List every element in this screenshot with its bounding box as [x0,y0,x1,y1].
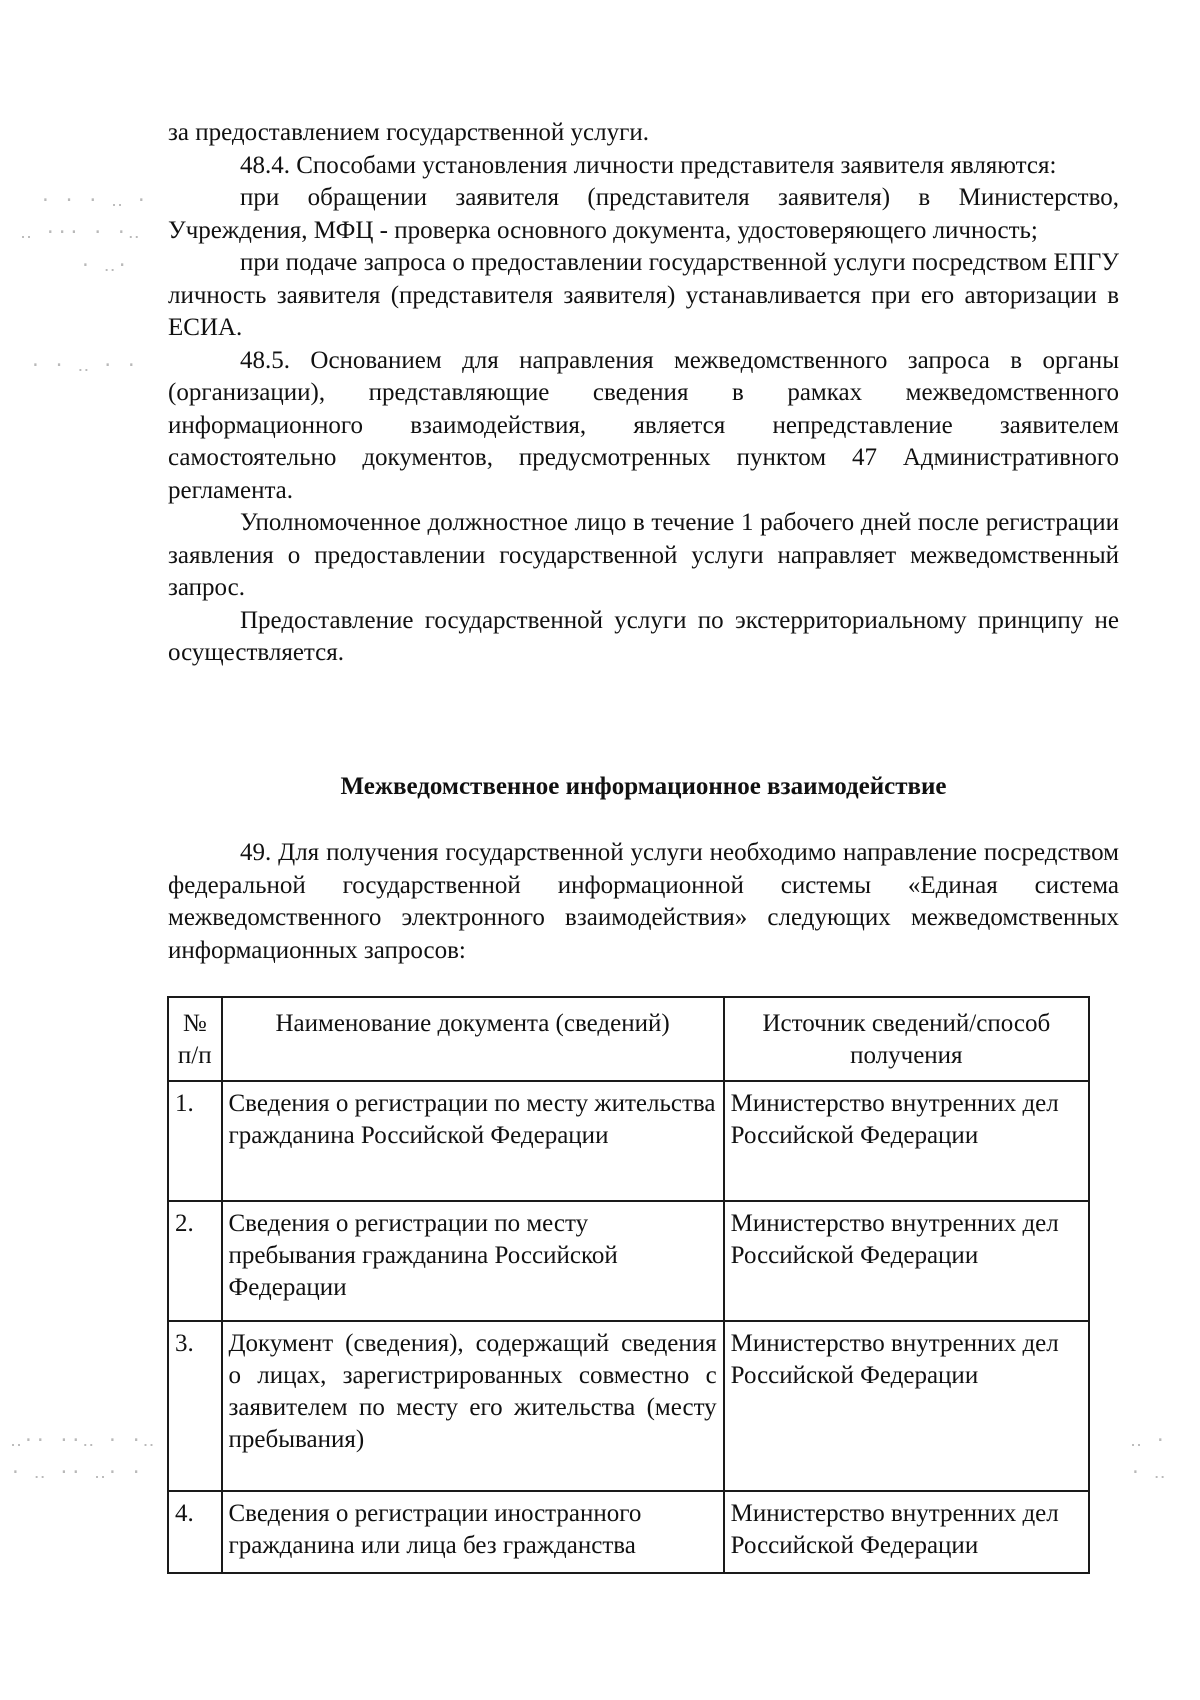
row-num: 2. [168,1201,222,1321]
paragraph: при подаче запроса о предоставлении государственной услуги посредством ЕПГУ личность заявителя (представителя заявителя) устанавливается при его авторизации в ЕСИА. [168,249,1119,341]
row-source: Министерство внутренних дел Российской Федерации [724,1201,1089,1321]
section-heading: Межведомственное информационное взаимодействие [340,773,947,800]
scan-noise: · ‥ [1130,1462,1167,1483]
table-row [168,1201,1089,1321]
paragraph: Уполномоченное должностное лицо в течение 1 рабочего дней после регистрации заявления о предоставлении государственной услуги направляет межведомственный запрос. [168,509,1119,601]
row-name: Документ (сведения), содержащий сведения о лицах, зарегистрированных совместно с заявителем по месту его жительства (месту пребывания) [222,1321,724,1491]
header-num: № п/п [168,997,222,1081]
section-text [168,837,1119,967]
header-source: Источник сведений/способ получения [724,997,1089,1081]
paragraph: при обращении заявителя (представителя заявителя) в Министерство, Учреждения, МФЦ - проверка основного документа, удостоверяющего личность; [168,184,1119,244]
table-row [168,1491,1089,1573]
paragraph: Предоставление государственной услуги по экстерриториальному принципу не осуществляется. [168,606,1119,666]
row-source: Министерство внутренних дел Российской Федерации [724,1321,1089,1491]
row-source: Министерство внутренних дел Российской Федерации [724,1081,1089,1201]
scan-noise: · ‥ ·· ‥· · [10,1462,143,1483]
paragraph: 48.5. Основанием для направления межведомственного запроса в органы (организации), представляющие сведения в рамках межведомственного информационного взаимодействия, является непредставление заявителем самостоятельно документов, предусмотренных пунктом 47 Административного регламента. [168,346,1119,504]
scan-noise: · · · ‥ · [40,190,148,211]
body-text [168,117,1119,670]
scan-noise: · · ‥ · · [30,355,138,376]
row-source: Министерство внутренних дел Российской Федерации [724,1491,1089,1573]
row-name: Сведения о регистрации по месту пребывания гражданина Российской Федерации [222,1201,724,1321]
paragraph: 49. Для получения государственной услуги необходимо направление посредством федеральной государственной информационной системы «Единая система межведомственного электронного взаимодействия» следующих межведомственных информационных запросов: [168,839,1119,964]
table-row [168,1321,1089,1491]
scan-noise: · ‥· [80,255,129,276]
paragraph: 48.4. Способами установления личности представителя заявителя являются: [240,151,1057,179]
scan-noise: ‥·· ··‥ · ·‥ [10,1430,156,1451]
paragraph: за предоставлением государственной услуги. [168,119,649,146]
row-num: 3. [168,1321,222,1491]
row-num: 1. [168,1081,222,1201]
row-num: 4. [168,1491,222,1573]
scan-noise: ‥ · [1130,1430,1167,1451]
table-header-row [168,997,1089,1081]
row-name: Сведения о регистрации по месту жительства гражданина Российской Федерации [222,1081,724,1201]
table-row [168,1081,1089,1201]
row-name: Сведения о регистрации иностранного гражданина или лица без гражданства [222,1491,724,1573]
scan-noise: ‥ ··· · ·‥ [20,222,141,243]
requests-table [167,996,1090,1574]
header-name: Наименование документа (сведений) [222,997,724,1081]
